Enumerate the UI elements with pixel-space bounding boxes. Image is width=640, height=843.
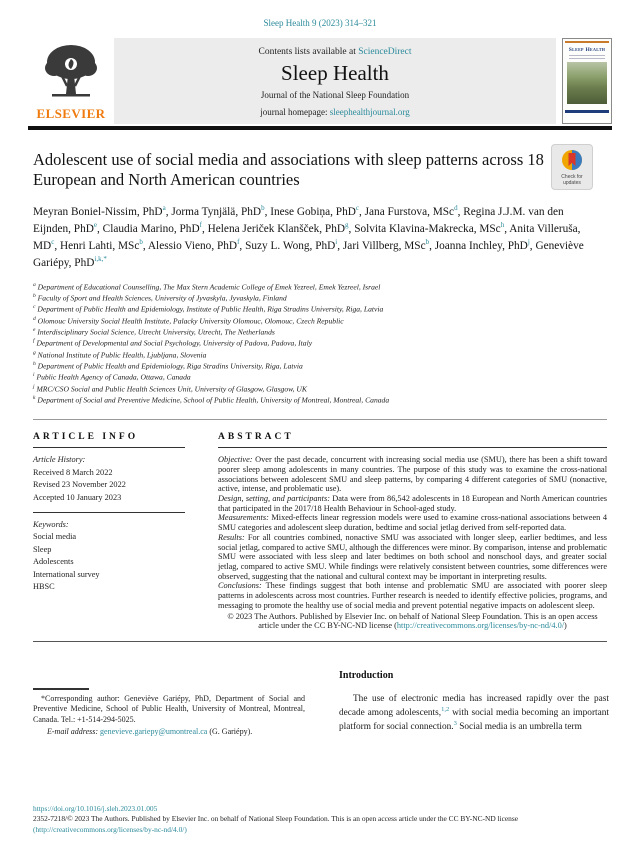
affiliation-marker: d bbox=[33, 315, 36, 322]
affiliation-marker: j bbox=[33, 383, 35, 390]
journal-homepage-link[interactable]: sleephealthjournal.org bbox=[329, 107, 410, 117]
abstract-section-label: Measurements: bbox=[218, 513, 269, 523]
journal-subtitle: Journal of the National Sleep Foundation bbox=[260, 90, 410, 100]
keywords-label: Keywords: bbox=[33, 520, 69, 529]
author-affiliation-marker: f bbox=[237, 238, 240, 247]
abstract-heading: ABSTRACT bbox=[218, 432, 607, 448]
introduction-heading: Introduction bbox=[339, 669, 394, 681]
affiliation-list bbox=[33, 282, 607, 406]
author-name: Alessio Vieno, PhD bbox=[147, 240, 238, 253]
keyword: Social media bbox=[33, 532, 77, 542]
copyright-close: ) bbox=[564, 621, 567, 631]
doi-link[interactable]: https://doi.org/10.1016/j.sleh.2023.01.005 bbox=[33, 803, 158, 813]
article-title: Adolescent use of social media and associations with sleep patterns across 18 European and North American countries bbox=[33, 150, 544, 190]
intro-text-2: with social media becoming an important platform for social connection. bbox=[339, 707, 609, 732]
author-separator: , bbox=[457, 206, 464, 219]
affiliation-text: Department of Developmental and Social Psychology, University of Padova, Padova, Italy bbox=[36, 338, 313, 348]
author-separator: , bbox=[429, 240, 435, 253]
elsevier-logo-text: ELSEVIER bbox=[36, 106, 106, 121]
body-columns bbox=[33, 642, 607, 736]
abstract-paragraph bbox=[218, 533, 607, 582]
journal-title: Sleep Health bbox=[281, 61, 389, 85]
author-name: Joanna Inchley, PhD bbox=[434, 240, 528, 253]
sciencedirect-link[interactable]: ScienceDirect bbox=[358, 47, 412, 57]
abstract-paragraph bbox=[218, 494, 607, 513]
author-separator: , bbox=[142, 240, 148, 253]
contents-prefix: Contents lists available at bbox=[258, 47, 359, 57]
affiliation-line bbox=[33, 304, 607, 315]
affiliation-text: MRC/CSO Social and Public Health Sciences Unit, University of Glasgow, Glasgow, UK bbox=[36, 384, 307, 394]
author-affiliation-marker: h bbox=[500, 221, 505, 230]
author-affiliation-marker: d bbox=[454, 204, 458, 213]
abstract-body bbox=[218, 448, 607, 610]
email-line bbox=[33, 727, 305, 736]
affiliation-text: Department of Educational Counselling, The Max Stern Academic College of Emek Yezreel, Emek Yezreel, Israel bbox=[37, 282, 381, 292]
author-affiliation-marker: b bbox=[139, 238, 143, 247]
affiliation-text: Department of Public Health and Epidemiology, Institute of Public Health, Riga Stradins University, Riga, Latvia bbox=[37, 304, 384, 314]
article-history-line: Revised 23 November 2022 bbox=[33, 480, 126, 490]
article-history-line: Received 8 March 2022 bbox=[33, 467, 113, 477]
article-info-column bbox=[33, 432, 185, 631]
badge-line1: Check for bbox=[561, 174, 583, 180]
article-history-lines bbox=[33, 467, 185, 504]
email-suffix: (G. Gariépy). bbox=[207, 727, 253, 737]
issn-copyright-line: 2352-7218/© 2023 The Authors. Published by Elsevier Inc. on behalf of National Sleep Foundation. This is an open access article under the CC BY-NC-ND license bbox=[33, 814, 519, 824]
abstract-section-label: Objective: bbox=[218, 455, 253, 465]
author-affiliation-marker: b bbox=[425, 238, 430, 247]
affiliation-marker: h bbox=[33, 361, 36, 367]
abstract-section-text: Mixed-effects linear regression models were used to examine cross-national associations between 4 SMU categories and adolescent sleep duration, bedtime and social jetlag derived from self-reported data. bbox=[218, 513, 607, 533]
affiliation-line bbox=[33, 395, 607, 406]
keyword: Sleep bbox=[33, 544, 52, 554]
intro-text-3: Social media is an umbrella term bbox=[456, 721, 582, 732]
author-name: Claudia Marino, PhD bbox=[102, 223, 200, 236]
author bbox=[60, 240, 148, 252]
author-affiliation-marker: c bbox=[355, 204, 359, 213]
abstract-column bbox=[218, 432, 607, 631]
affiliation-marker: k bbox=[33, 394, 36, 401]
author-affiliation-marker: b bbox=[261, 204, 265, 213]
affiliation-marker: g bbox=[33, 349, 36, 356]
author-separator: , bbox=[358, 206, 365, 219]
affiliation-line bbox=[33, 384, 607, 395]
intro-text-1: The use of electronic media has increased rapidly over the past decade among adolescents, bbox=[339, 693, 609, 718]
author-separator: , bbox=[529, 240, 536, 253]
badge-line2: updates bbox=[563, 180, 581, 187]
affiliation-text: Public Health Agency of Canada, Ottawa, Canada bbox=[36, 372, 191, 382]
elsevier-logo bbox=[28, 38, 114, 124]
article-history-label: Article History: bbox=[33, 455, 86, 465]
keyword-lines bbox=[33, 531, 185, 593]
author-separator: , bbox=[201, 223, 208, 236]
affiliation-marker: b bbox=[33, 293, 36, 300]
author-name: Geneviève Gariépy, PhD bbox=[33, 240, 584, 270]
title-block bbox=[33, 150, 607, 190]
keyword: HBSC bbox=[33, 582, 55, 592]
affiliation-text: Department of Social and Preventive Medicine, School of Public Health, University of Montreal, Montreal, Canada bbox=[37, 395, 390, 405]
author-name: Jorma Tynjälä, PhD bbox=[171, 206, 262, 219]
email-label: E-mail address: bbox=[47, 727, 101, 737]
abstract-paragraph bbox=[218, 455, 607, 494]
abstract-section-text: Over the past decade, concurrent with increasing social media use (SMU), there has been a shift toward poorer sleep among adolescents in many countries. The purpose of this study was to examine the cross-national associations between adolescent SMU and sleep patterns, by comparing 4 different categories of SMU (nonactive, active, intense, and problematic use). bbox=[218, 455, 607, 494]
author-separator: , bbox=[97, 223, 103, 236]
author bbox=[245, 240, 343, 252]
abstract-section-text: For all countries combined, nonactive SMU was associated with longer sleep, earlier bedtimes, and less social jetlag, compared to active SMU, although the differences were minor. By comparison, intense and problematic SMU were associated with less sleep and later bedtimes on both school and nonschool days, and greater social jetlag, compared to active SMU. While findings were relatively consistent between countries, some differences were observed, suggesting that the national and cultural context may be important in interpreting results. bbox=[218, 532, 607, 581]
author-name: Solvita Klavina-Makrecka, MSc bbox=[354, 223, 501, 236]
email-link[interactable]: genevieve.gariepy@umontreal.ca bbox=[100, 727, 208, 737]
copyright-line bbox=[218, 612, 607, 631]
abstract-section-text: These findings suggest that both intense and problematic SMU are associated with poorer sleep patterns in adolescents across most countries. Further research is needed to identify effective policies, programs, and messaging to promote the healthy use of social media and prevent potential negative impacts on adolescent sleep. bbox=[218, 581, 607, 610]
author-separator: , bbox=[337, 240, 343, 253]
affiliation-line bbox=[33, 361, 607, 372]
author-affiliation-marker: f bbox=[199, 221, 202, 230]
abstract-section-label: Results: bbox=[218, 532, 245, 542]
affiliation-text: National Institute of Public Health, Ljubljana, Slovenia bbox=[37, 350, 207, 360]
author-name: Suzy L. Wong, PhD bbox=[245, 240, 336, 253]
author-name: Regina J.J.M. van den Eijnden, PhD bbox=[33, 206, 564, 236]
cover-rule bbox=[569, 58, 604, 59]
affiliation-line bbox=[33, 338, 607, 349]
journal-cover-thumbnail bbox=[562, 38, 612, 124]
copyright-text: © 2023 The Authors. Published by Elsevier Inc. on behalf of National Sleep Foundation. This is an open access article under the CC BY-NC-ND license ( bbox=[227, 611, 598, 631]
author-separator: , bbox=[165, 206, 172, 219]
introduction-column bbox=[339, 670, 609, 736]
footnote-column bbox=[33, 688, 305, 736]
check-for-updates-label bbox=[561, 174, 582, 187]
article-history-line: Accepted 10 January 2023 bbox=[33, 492, 122, 502]
contents-line bbox=[120, 47, 550, 57]
author-name: Meyran Boniel-Nissim, PhD bbox=[33, 206, 163, 219]
author-list bbox=[33, 203, 593, 272]
keyword: International survey bbox=[33, 569, 100, 579]
abstract-paragraph bbox=[218, 581, 607, 610]
affiliation-text: Faculty of Sport and Health Sciences, University of Jyvaskyla, Jyvaskyla, Finland bbox=[37, 293, 287, 303]
citation-ref-2[interactable]: 3 bbox=[453, 719, 457, 727]
author bbox=[354, 223, 509, 235]
affiliation-line bbox=[33, 372, 607, 383]
author-name: Jari Villberg, MSc bbox=[342, 240, 426, 253]
author bbox=[208, 223, 355, 235]
abstract-section-label: Conclusions: bbox=[218, 581, 262, 591]
cc-license-link[interactable]: (http://creativecommons.org/licenses/by-nc-nd/4.0/) bbox=[33, 824, 187, 834]
check-for-updates-icon bbox=[560, 148, 584, 172]
abstract-paragraph bbox=[218, 513, 607, 532]
author bbox=[435, 240, 536, 252]
author-affiliation-marker: e bbox=[93, 221, 97, 230]
cover-bottom-bar bbox=[565, 110, 609, 113]
affiliation-line bbox=[33, 350, 607, 361]
info-abstract-section bbox=[33, 432, 607, 631]
affiliation-line bbox=[33, 282, 607, 293]
author bbox=[343, 240, 435, 252]
author bbox=[103, 223, 208, 235]
section-top-rule bbox=[33, 419, 607, 420]
affiliation-marker: a bbox=[33, 281, 36, 288]
author bbox=[270, 206, 364, 218]
keyword: Adolescents bbox=[33, 557, 74, 567]
introduction-paragraph bbox=[339, 693, 609, 734]
affiliation-line bbox=[33, 293, 607, 304]
affiliation-line bbox=[33, 316, 607, 327]
author-affiliation-marker: i,k,* bbox=[94, 255, 107, 264]
affiliation-text: Olomouc University Social Health Institute, Palacky University Olomouc, Olomouc, Czech Republic bbox=[37, 316, 344, 326]
affiliation-marker: c bbox=[33, 304, 36, 311]
footnote-divider bbox=[33, 688, 89, 690]
author-separator: , bbox=[54, 240, 60, 253]
affiliation-marker: e bbox=[33, 327, 36, 334]
cover-top-bar bbox=[565, 41, 609, 43]
cover-title: Sleep Health bbox=[568, 47, 606, 53]
check-for-updates-badge[interactable] bbox=[551, 144, 593, 190]
author-separator: , bbox=[348, 223, 355, 236]
cover-rule bbox=[569, 55, 604, 56]
affiliation-text: Department of Public Health and Epidemiology, Riga Stradins University, Riga, Latvia bbox=[37, 361, 303, 371]
affiliation-line bbox=[33, 327, 607, 338]
corresponding-author-text: *Corresponding author: Geneviève Gariépy, PhD, Department of Social and Preventive Medicine, School of Public Health, University of Montreal, Montreal, Canada. Tel.: +1-514-294-5025. bbox=[33, 693, 305, 724]
author bbox=[33, 206, 171, 218]
citation-ref-1[interactable]: 1,2 bbox=[441, 705, 450, 713]
author-affiliation-marker: g bbox=[345, 221, 349, 230]
journal-header bbox=[28, 38, 612, 124]
author-separator: , bbox=[264, 206, 271, 219]
author-affiliation-marker: c bbox=[51, 238, 55, 247]
author-separator: , bbox=[504, 223, 510, 236]
homepage-line bbox=[120, 107, 550, 117]
affiliation-marker: f bbox=[33, 338, 35, 345]
license-link[interactable]: http://creativecommons.org/licenses/by-nc-nd/4.0/ bbox=[396, 621, 565, 631]
corresponding-author-note bbox=[33, 694, 305, 725]
keywords-block bbox=[33, 513, 185, 602]
affiliation-marker: i bbox=[33, 372, 35, 379]
author-name: Anita Villeruša, MD bbox=[33, 223, 581, 253]
author bbox=[365, 206, 464, 218]
journal-citation: Sleep Health 9 (2023) 314–321 bbox=[263, 18, 377, 28]
author-affiliation-marker: j bbox=[527, 238, 530, 247]
author-affiliation-marker: a bbox=[162, 204, 166, 213]
header-divider-bar bbox=[28, 126, 612, 130]
abstract-section-label: Design, setting, and participants: bbox=[218, 494, 330, 504]
author-affiliation-marker: i bbox=[335, 238, 338, 247]
author-name: Inese Gobiņa, PhD bbox=[270, 206, 356, 219]
journal-masthead bbox=[114, 38, 556, 124]
article-history-block bbox=[33, 448, 185, 512]
article-info-heading: ARTICLE INFO bbox=[33, 432, 185, 448]
author bbox=[171, 206, 270, 218]
cover-painting bbox=[567, 62, 607, 104]
author-name: Helena Jeriček Klanšček, PhD bbox=[207, 223, 346, 236]
page-footer bbox=[33, 804, 607, 835]
author-name: Henri Lahti, MSc bbox=[59, 240, 140, 253]
homepage-prefix: journal homepage: bbox=[260, 107, 330, 117]
author-name: Jana Furstova, MSc bbox=[364, 206, 455, 219]
abstract-section-text: Data were from 86,542 adolescents in 18 European and North American countries that participated in the 2017/18 Health Behaviour in School-aged study. bbox=[218, 494, 607, 513]
author bbox=[148, 240, 245, 252]
affiliation-text: Interdisciplinary Social Science, Utrecht University, Utrecht, The Netherlands bbox=[37, 327, 275, 337]
author-separator: , bbox=[239, 240, 246, 253]
elsevier-tree-icon bbox=[40, 42, 102, 106]
